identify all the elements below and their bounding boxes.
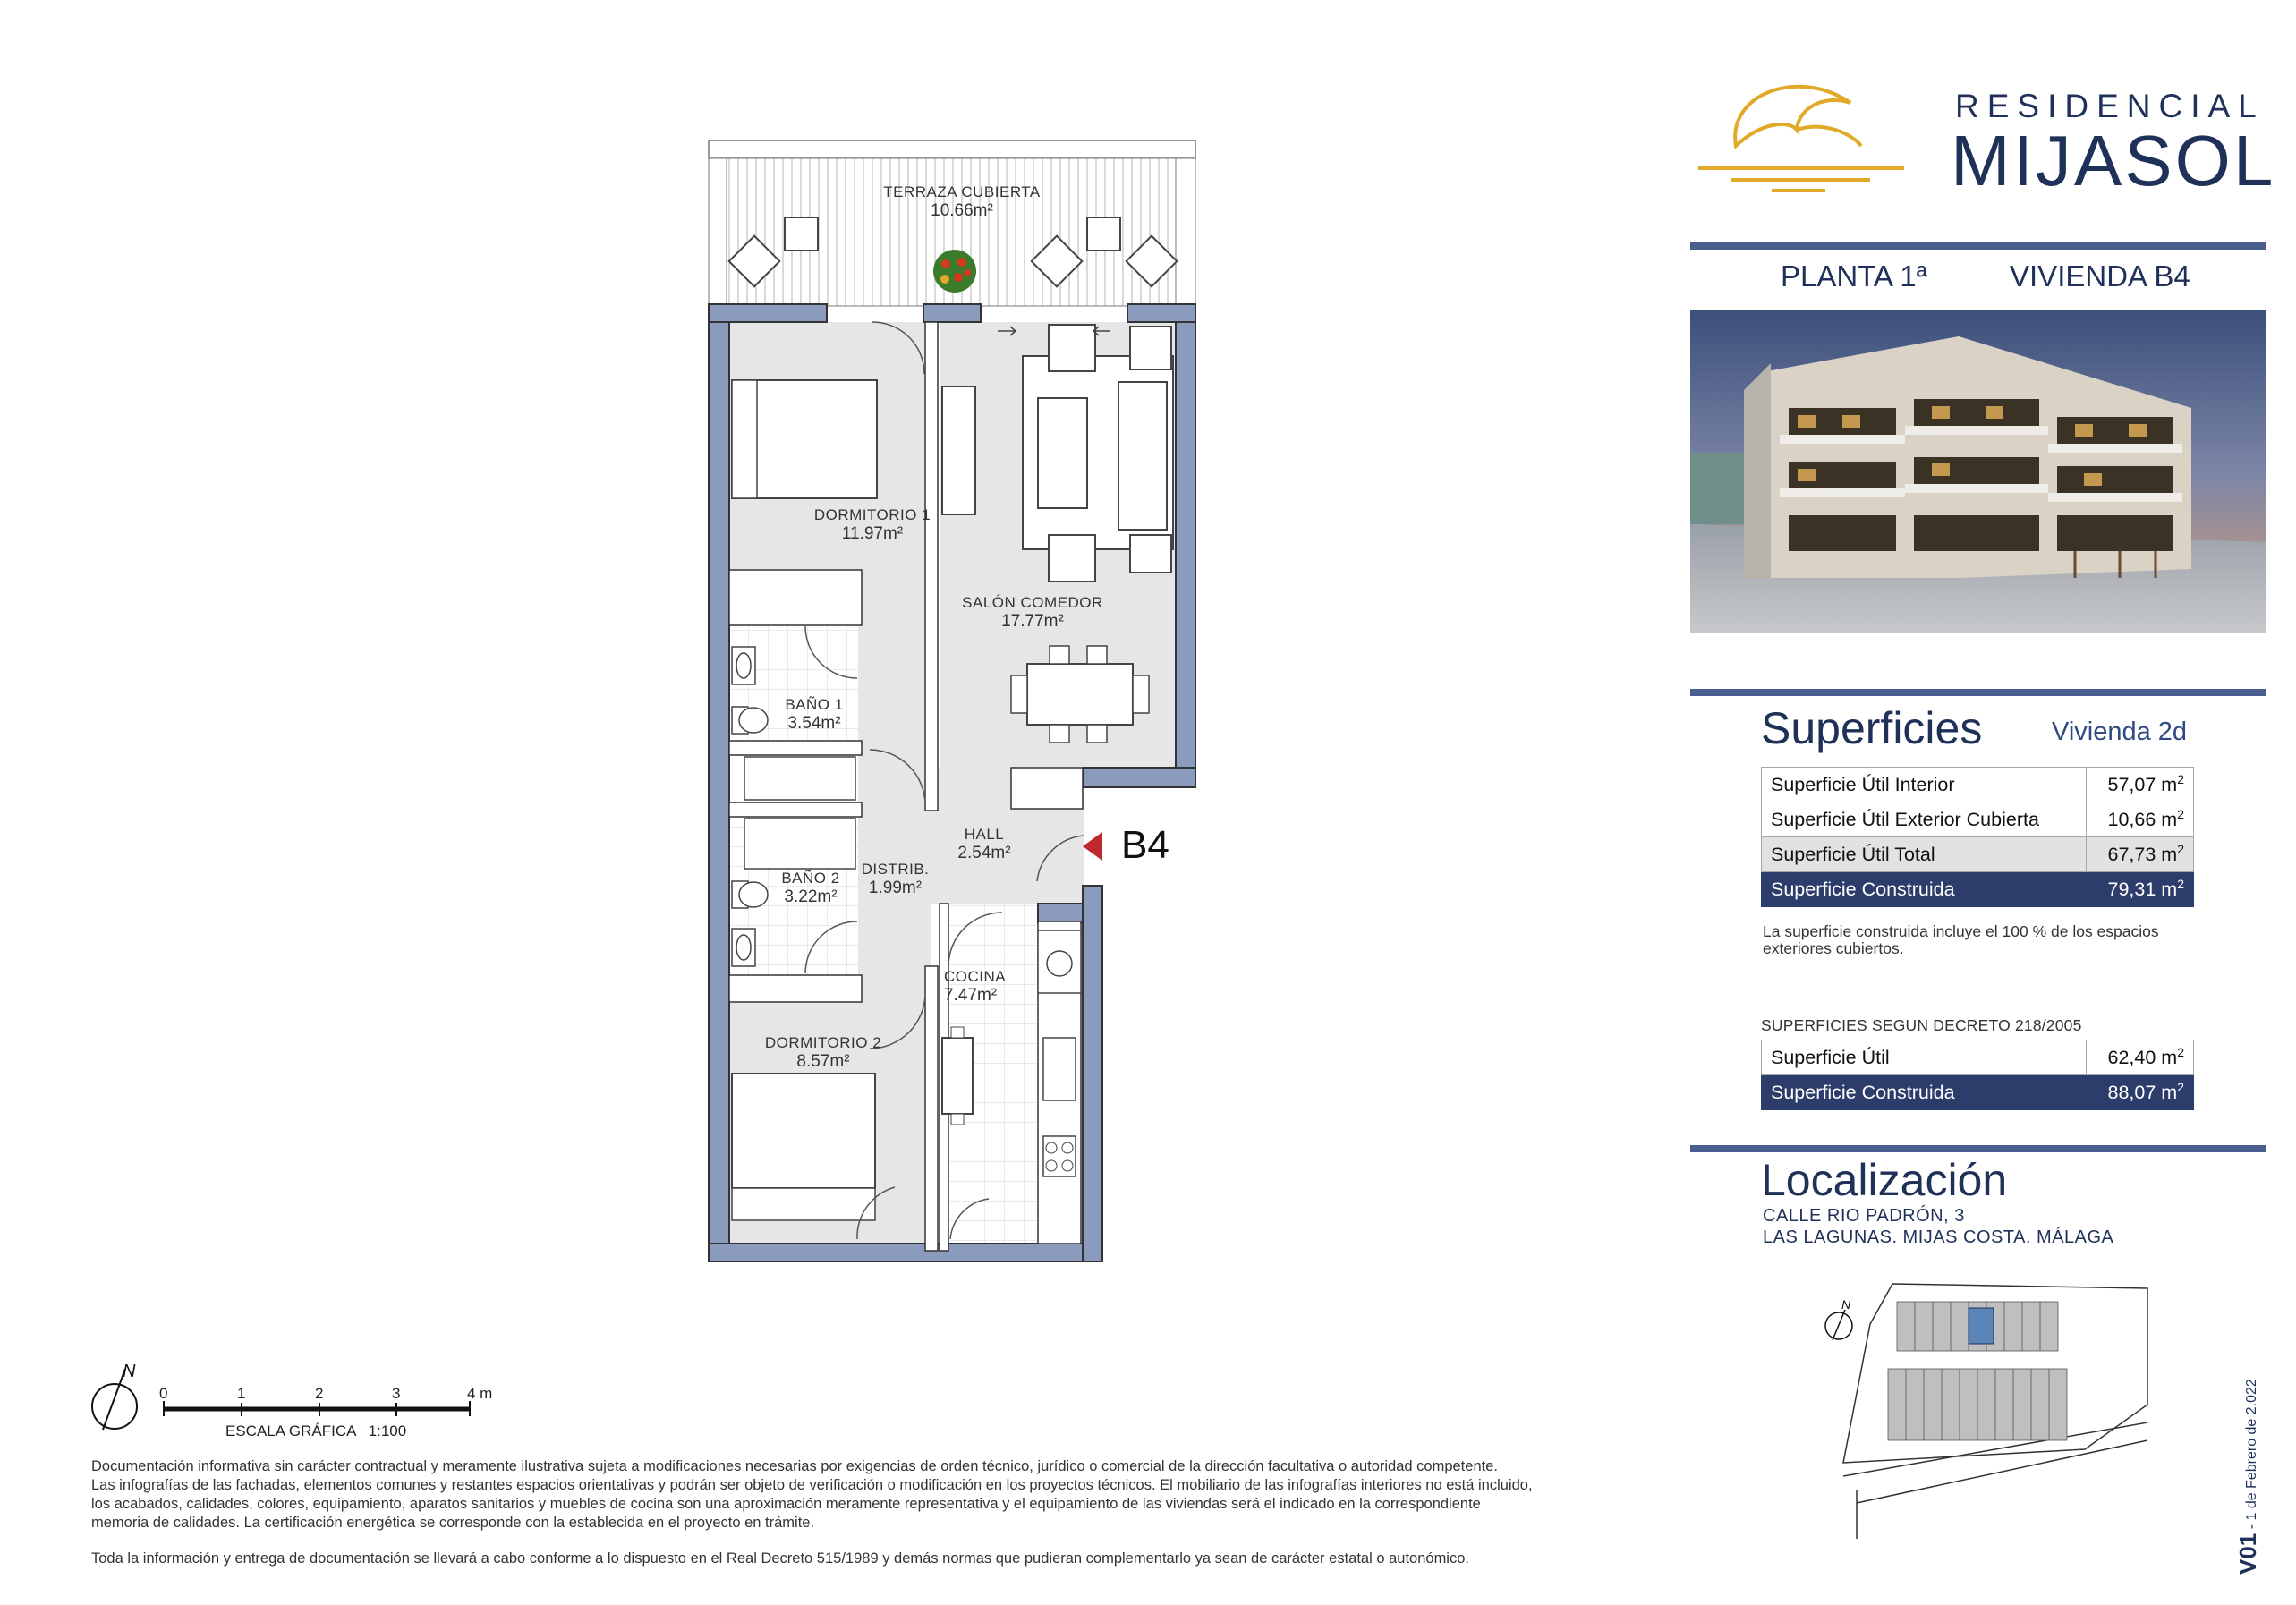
disclaimer (91, 1457, 1630, 1533)
room-area: 10.66m² (931, 201, 993, 220)
superficies-subtitle: Vivienda 2d (2052, 718, 2188, 746)
divider (1690, 242, 2266, 250)
room-hall (944, 826, 1025, 863)
scale-tick-0: 0 (159, 1385, 168, 1402)
room-area: 1.99m² (868, 879, 923, 897)
unit-tag: B4 (1121, 823, 1169, 867)
superficie-note: La superficie construida incluye el 100 % de los espacios exteriores cubiertos. (1763, 922, 2159, 957)
superficies-title: Superficies (1761, 703, 1983, 753)
room-name: DORMITORIO 2 (764, 1034, 882, 1051)
room-area: 11.97m² (841, 524, 904, 543)
row-label: Superficie Útil Total (1762, 837, 2087, 872)
north-arrow-icon (1825, 1310, 1852, 1340)
disclaimer-line: los acabados, calidades, colores, equipamiento, aparatos sanitarios y muebles de cocina son una aproximación meramente representativa y el equipamiento de las viviendas será el indicado en la correspondiente (91, 1496, 1481, 1512)
planta-label: PLANTA 1ª (1781, 259, 1927, 293)
version-code: V01 (2234, 1533, 2261, 1575)
logo-residencial: RESIDENCIAL (1955, 88, 2265, 124)
scale-tick-4: 4 m (467, 1385, 493, 1402)
room-area: 3.54m² (787, 714, 841, 733)
table-row (1762, 1075, 2194, 1110)
superficies-table (1761, 767, 2194, 907)
row-value: 88,07 $m^2$ (2087, 1075, 2194, 1110)
row-value: 10,66 $m^2$ (2087, 802, 2194, 837)
disclaimer-line: memoria de calidades. La certificación energética se corresponde con la establecida en el proyecto en trámite. (91, 1515, 815, 1531)
table-row (1762, 768, 2194, 802)
disclaimer-line: Las infografías de las fachadas, elementos comunes y restantes espacios orientativas y podrán ser objeto de verificación o modificación en los proyectos técnicos. El mobiliario de las infografías interiores no está incluido, (91, 1477, 1533, 1493)
row-value: 67,73 $m^2$ (2087, 837, 2194, 872)
scale-tick-2: 2 (315, 1385, 324, 1402)
room-name: BAÑO 1 (785, 696, 844, 713)
version-date: - 1 de Febrero de 2.022 (2244, 1379, 2259, 1533)
room-area: 17.77m² (1001, 612, 1064, 631)
room-name: COCINA (944, 968, 1007, 985)
legal-footer: Toda la información y entrega de documentación se llevará a cabo conforme a lo dispuesto en el Real Decreto 515/1989 y demás normas que pudieran complementarlo ya sean de carácter estatal o autonómico. (91, 1550, 1469, 1567)
row-label: Superficie Útil Interior (1762, 768, 2087, 802)
room-name: SALÓN COMEDOR (962, 594, 1103, 611)
logo-mijasol: MIJASOL (1951, 121, 2276, 200)
scale-tick-3: 3 (392, 1385, 401, 1402)
table-row (1762, 872, 2194, 907)
unit-location-highlight (1969, 1308, 1994, 1344)
room-area: 2.54m² (957, 844, 1011, 862)
site-map-north-label: N (1841, 1297, 1851, 1312)
room-name: TERRAZA CUBIERTA (883, 183, 1041, 200)
room-name: DISTRIB. (861, 861, 930, 878)
address-line-2: LAS LAGUNAS. MIJAS COSTA. MÁLAGA (1763, 1227, 2114, 1247)
row-label: Superficie Construida (1762, 1075, 2087, 1110)
room-area: 8.57m² (796, 1052, 850, 1071)
table-row (1762, 837, 2194, 872)
room-terraza (881, 183, 1042, 221)
address-line-1: CALLE RIO PADRÓN, 3 (1763, 1206, 1965, 1226)
decreto-title: SUPERFICIES SEGUN DECRETO 218/2005 (1761, 1016, 2082, 1034)
room-area: 7.47m² (944, 986, 998, 1005)
disclaimer-line: Documentación informativa sin carácter contractual y meramente ilustrativa sujeta a modificaciones necesarias por exigencias de orden técnico, jurídico o comercial de la dirección facultativa o autoridad competente. (91, 1458, 1498, 1474)
terrace (709, 140, 1195, 306)
room-dormitorio-1 (787, 506, 957, 544)
decreto-table (1761, 1040, 2194, 1110)
room-bano-2 (770, 870, 851, 907)
room-salon-comedor (952, 594, 1113, 632)
room-area: 3.22m² (784, 887, 838, 906)
vivienda-label: VIVIENDA B4 (2010, 259, 2190, 293)
room-dormitorio-2 (756, 1034, 890, 1072)
row-label: Superficie Útil Exterior Cubierta (1762, 802, 2087, 837)
room-name: DORMITORIO 1 (813, 506, 931, 523)
scale-label: ESCALA GRÁFICA 1:100 (225, 1422, 407, 1439)
room-cocina (944, 968, 1020, 1006)
room-name: BAÑO 2 (781, 870, 840, 887)
localizacion-title: Localización (1761, 1155, 2008, 1205)
scale-bar (164, 1401, 470, 1416)
building-rendering (1690, 310, 2266, 633)
north-label: N (123, 1362, 136, 1381)
room-name: HALL (964, 826, 1005, 843)
site-map (1816, 1270, 2174, 1539)
entrance-marker-icon (1083, 832, 1102, 861)
row-value: 79,31 $m^2$ (2087, 872, 2194, 907)
divider (1690, 1145, 2266, 1152)
row-label: Superficie Útil (1762, 1040, 2087, 1075)
room-distrib (857, 861, 933, 898)
divider (1690, 689, 2266, 696)
row-value: 57,07 $m^2$ (2087, 768, 2194, 802)
scale-tick-1: 1 (237, 1385, 246, 1402)
table-row (1762, 802, 2194, 837)
row-value: 62,40 $m^2$ (2087, 1040, 2194, 1075)
version-label (2234, 1379, 2262, 1575)
plant-icon (933, 250, 976, 293)
row-label: Superficie Construida (1762, 872, 2087, 907)
table-row (1762, 1040, 2194, 1075)
logo-sun-icon (1691, 67, 1915, 192)
room-bano-1 (774, 696, 855, 734)
